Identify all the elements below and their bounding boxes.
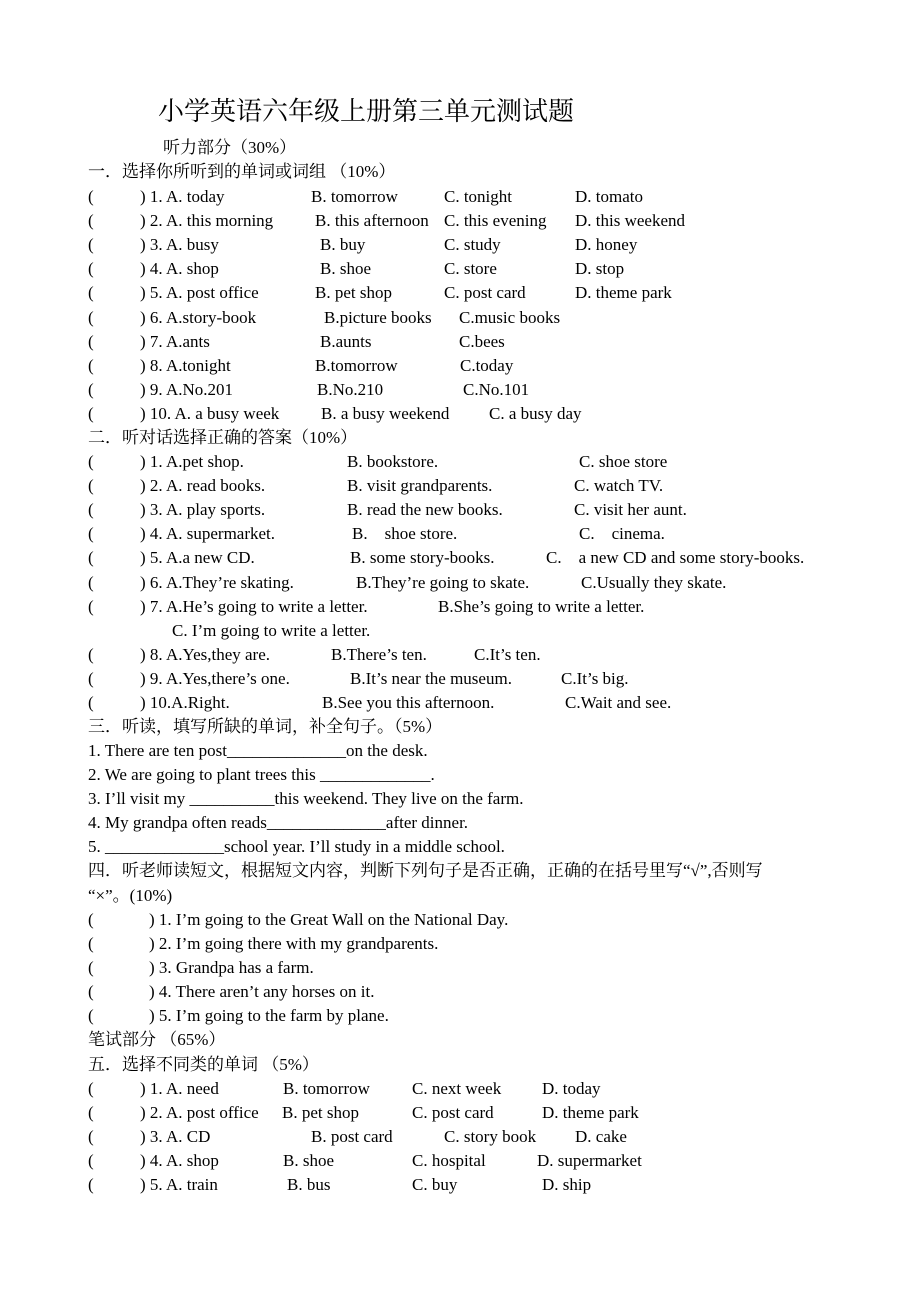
sec2-option-b: B. shoe store. [352,524,458,544]
sec1-question-option-a: ) 1. A. today [140,187,225,206]
sec2-option-c: C. cinema. [579,524,665,544]
sec1-option-b: B. pet shop [315,283,392,303]
sec1-answer-paren: ( [88,187,94,206]
sec1-option-b: B. a busy weekend [321,403,450,423]
sec4-answer-paren: ( [88,958,94,978]
sec1-question-option-a: ) 5. A. post office [140,283,259,303]
sec5-option-b: B. bus [287,1175,331,1195]
sec1-answer-paren: ( [88,379,94,399]
sec5-answer-paren: ( [88,1127,94,1147]
sec4-question-option-a: ) 1. I’m going to the Great Wall on the National Day. [149,910,509,929]
sec2-option-b: B.See you this afternoon. [322,693,495,712]
sec2-option-c: C. watch TV. [574,476,664,496]
sec5-option-b: B. post card [311,1127,393,1147]
sec1-question-option-a: ) 2. A. this morning [140,211,274,231]
sec5-question-option-a: ) 5. A. train [140,1175,218,1195]
sec1-answer-paren: ( [88,403,94,423]
written-part-heading: 笔试部分 （65%） [88,1030,226,1049]
sec5-answer-paren: ( [88,1175,94,1195]
sec2-option-c: C. visit her aunt. [574,500,687,520]
sec4-question-option-a: ) 3. Grandpa has a farm. [149,958,314,978]
sec2-option-b: B.It’s near the museum. [350,668,512,688]
sec1-question-option-a: ) 10. A. a busy week [140,403,280,423]
sec2-answer-paren: ( [88,596,94,616]
sec4-answer-paren: ( [88,910,94,929]
sec5-heading: 五．选择不同类的单词 （5%） [88,1055,319,1074]
sec1-option-c: C.music books [459,307,561,327]
sec1-option-c: C. tonight [444,187,513,206]
sec1-option-d: D. honey [575,235,638,255]
sec5-option-c: C. buy [412,1175,458,1195]
sec3-question-line: 2. We are going to plant trees this _____________. [88,765,435,785]
sec3-question-line: 4. My grandpa often reads______________after dinner. [88,813,469,833]
sec1-answer-paren: ( [88,259,94,279]
sec5-question-option-a: ) 4. A. shop [140,1151,219,1171]
sec5-option-b: B. pet shop [282,1103,359,1123]
sec4-answer-paren: ( [88,982,94,1002]
sec1-answer-paren: ( [88,211,94,231]
sec2-question-option-a: ) 8. A.Yes,they are. [140,644,271,664]
sec4-heading: 四．听老师读短文，根据短文内容，判断下列句子是否正确，正确的在括号里写“√”,否则写 [88,861,763,880]
sec1-option-c: C. store [444,259,497,279]
sec2-option-b: B. read the new books. [347,500,503,520]
sec5-answer-paren: ( [88,1079,94,1098]
sec4-question-option-a: ) 5. I’m going to the farm by plane. [149,1006,389,1026]
sec2-question-option-a: ) 7. A.He’s going to write a letter. [140,596,368,616]
sec2-option-b: B.There’s ten. [331,644,427,664]
sec1-option-c: C.No.101 [463,379,530,399]
sec1-option-d: D. tomato [575,187,643,206]
sec5-option-d: D. supermarket [537,1151,642,1171]
sec5-option-c: C. story book [444,1127,537,1147]
sec2-question-option-a: ) 10.A.Right. [140,693,230,712]
sec2-answer-paren: ( [88,644,94,664]
sec3-question-line: 1. There are ten post______________on the desk. [88,741,428,760]
sec1-question-option-a: ) 7. A.ants [140,331,210,351]
listening-part-heading: 听力部分（30%） [163,138,297,157]
sec1-answer-paren: ( [88,283,94,303]
sec2-option-c: C. a new CD and some story-books. [546,548,805,568]
sec5-option-d: D. cake [575,1127,627,1147]
sec5-question-option-a: ) 3. A. CD [140,1127,211,1147]
sec2-option-c: C. shoe store [579,452,668,471]
sec1-option-b: B.picture books [324,307,432,327]
sec2-option-c: C.It’s ten. [474,644,541,664]
sec3-question-line: 5. ______________school year. I’ll study in a middle school. [88,837,505,857]
sec1-option-c: C. a busy day [489,403,582,423]
sec4-answer-paren: ( [88,934,94,954]
sec2-heading: 二．听对话选择正确的答案（10%） [88,428,358,447]
sec5-option-d: D. theme park [542,1103,639,1123]
sec2-question-option-a: ) 2. A. read books. [140,476,266,496]
sec1-answer-paren: ( [88,355,94,375]
sec4-heading-cont: “×”。(10%) [88,886,173,905]
sec1-question-option-a: ) 4. A. shop [140,259,219,279]
page-title: 小学英语六年级上册第三单元测试题 [158,97,575,126]
sec2-answer-paren: ( [88,524,94,544]
sec2-option-b: B. visit grandparents. [347,476,493,496]
sec1-answer-paren: ( [88,331,94,351]
sec2-question-option-a: ) 9. A.Yes,there’s one. [140,668,290,688]
sec2-option-c: C.Usually they skate. [581,572,727,592]
sec5-option-c: C. hospital [412,1151,486,1171]
sec2-answer-paren: ( [88,500,94,520]
sec2-question-option-a: ) 1. A.pet shop. [140,452,244,471]
sec2-option-b: B. some story-books. [350,548,495,568]
sec2-option-c: C.It’s big. [561,668,629,688]
sec1-question-option-a: ) 8. A.tonight [140,355,231,375]
sec5-option-b: B. tomorrow [283,1079,370,1098]
sec1-option-b: B.aunts [320,331,372,351]
sec2-answer-paren: ( [88,452,94,471]
sec2-question-option-a: ) 4. A. supermarket. [140,524,276,544]
sec5-option-c: C. next week [412,1079,502,1098]
sec1-option-d: D. this weekend [575,211,686,231]
sec2-question-option-a: ) 3. A. play sports. [140,500,266,520]
sec1-option-b: B.tomorrow [315,355,398,375]
sec4-question-option-a: ) 4. There aren’t any horses on it. [149,982,375,1002]
sec4-question-option-a: ) 2. I’m going there with my grandparents. [149,934,439,954]
sec5-answer-paren: ( [88,1103,94,1123]
sec2-answer-paren: ( [88,572,94,592]
sec1-option-b: B. this afternoon [315,211,429,231]
sec1-answer-paren: ( [88,307,94,327]
sec1-question-option-a: ) 9. A.No.201 [140,379,234,399]
sec1-option-d: D. stop [575,259,625,279]
sec1-option-b: B.No.210 [317,379,384,399]
sec5-question-option-a: ) 2. A. post office [140,1103,259,1123]
sec2-question-option-a: ) 6. A.They’re skating. [140,572,294,592]
sec1-option-b: B. shoe [320,259,371,279]
sec1-heading: 一．选择你所听到的单词或词组 （10%） [88,162,396,181]
sec3-heading: 三．听读，填写所缺的单词，补全句子。（5%） [88,717,443,736]
sec5-option-c: C. post card [412,1103,494,1123]
sec2-question-option-a: ) 5. A.a new CD. [140,548,255,568]
sec3-question-line: 3. I’ll visit my __________this weekend. They live on the farm. [88,789,524,809]
sec1-answer-paren: ( [88,235,94,255]
sec1-option-c: C. study [444,235,501,255]
sec2-option-b: B.She’s going to write a letter. [438,596,645,616]
sec5-question-option-a: ) 1. A. need [140,1079,219,1098]
sec1-option-c: C. post card [444,283,526,303]
sec2-option-b: B. bookstore. [347,452,439,471]
sec5-answer-paren: ( [88,1151,94,1171]
sec1-option-d: D. theme park [575,283,672,303]
sec1-option-c: C.today [460,355,514,375]
sec1-option-c: C. this evening [444,211,547,231]
sec1-option-b: B. buy [320,235,366,255]
sec2-answer-paren: ( [88,668,94,688]
sec2-option-c: C.Wait and see. [565,693,672,712]
sec2-answer-paren: ( [88,693,94,712]
sec2-answer-paren: ( [88,476,94,496]
sec5-option-b: B. shoe [283,1151,334,1171]
sec2-option-b: B.They’re going to skate. [356,572,530,592]
sec4-answer-paren: ( [88,1006,94,1026]
sec1-question-option-a: ) 6. A.story-book [140,307,257,327]
sec1-option-b: B. tomorrow [311,187,398,206]
sec2-question-line: C. I’m going to write a letter. [172,620,371,640]
sec5-option-d: D. today [542,1079,601,1098]
sec5-option-d: D. ship [542,1175,592,1195]
sec2-answer-paren: ( [88,548,94,568]
sec1-option-c: C.bees [459,331,505,351]
sec1-question-option-a: ) 3. A. busy [140,235,219,255]
